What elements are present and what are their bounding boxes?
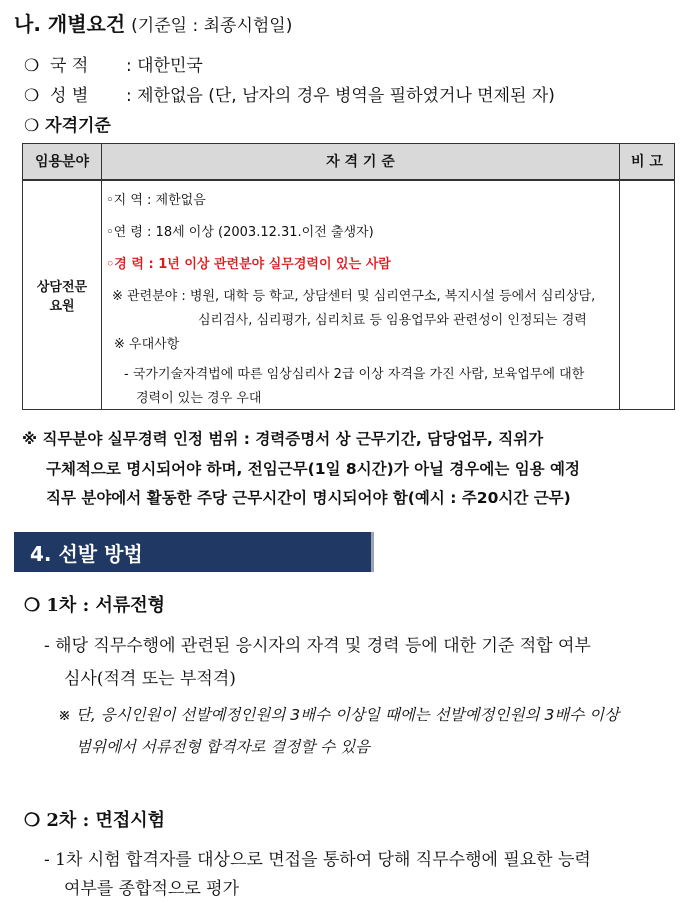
criteria-age: ◦연 령 : 18세 이상 (2003.12.31.이전 출생자)	[106, 224, 374, 240]
round1-note-line1: ※ 단, 응시인원이 선발예정인원의 3배수 이상일 때에는 선발예정인원의 3배수 이상	[58, 706, 620, 724]
round1-description-line2: 심사(적격 또는 부적격)	[64, 669, 236, 689]
criteria-preference-line2: 경력이 있는 경우 우대	[136, 390, 262, 406]
career-note-line2: 구체적으로 명시되어야 하며, 전임근무(1일 8시간)가 아닐 경우에는 임용 예정	[46, 460, 580, 478]
section-heading-individual-requirements	[14, 8, 292, 37]
round1-note-line2: 범위에서 서류전형 합격자로 결정할 수 있음	[76, 738, 371, 756]
career-note-line1: ※ 직무분야 실무경력 인정 범위 : 경력증명서 상 근무기간, 담당업무, 직위가	[22, 430, 544, 448]
circle-bullet-icon: ❍	[24, 86, 40, 106]
round2-description-line1: - 1차 시험 합격자를 대상으로 면접을 통하여 당해 직무수행에 필요한 능력	[44, 850, 591, 870]
field-name-line1: 상담전문	[36, 279, 88, 295]
qualification-table	[22, 143, 675, 410]
field-name-line2: 요원	[49, 298, 75, 314]
nationality-line	[24, 51, 203, 76]
header-field: 임용분야	[23, 144, 102, 180]
circle-bullet-icon: ❍	[24, 56, 40, 76]
round2-heading: ❍ 2차 : 면접시험	[24, 810, 166, 831]
nationality-label: 국 적	[50, 56, 89, 76]
field-cell	[23, 180, 102, 410]
remark-cell	[620, 180, 675, 410]
table-header-row	[23, 144, 675, 180]
round1-heading: ❍ 1차 : 서류전형	[24, 595, 166, 616]
header-criteria: 자 격 기 준	[102, 144, 620, 180]
criteria-related-line2: 심리검사, 심리평가, 심리치료 등 임용업무와 관련성이 인정되는 경력	[198, 312, 587, 328]
nationality-value: : 대한민국	[126, 56, 203, 76]
criteria-related-line1: ※ 관련분야 : 병원, 대학 등 학교, 상담센터 및 심리연구소, 복지시설 등에서 심리상담,	[112, 288, 596, 304]
gender-line	[24, 81, 555, 106]
section-banner-selection-method: 4. 선발 방법	[14, 532, 374, 572]
criteria-region: ◦지 역 : 제한없음	[106, 192, 206, 208]
section-subtitle: (기준일 : 최종시험일)	[131, 16, 293, 36]
round2-description-line2: 여부를 종합적으로 평가	[64, 879, 240, 899]
criteria-cell	[102, 180, 620, 410]
career-note-line3: 직무 분야에서 활동한 주당 근무시간이 명시되어야 함(예시 : 주20시간 근무)	[46, 489, 571, 507]
table-row	[23, 180, 675, 410]
header-remark: 비 고	[620, 144, 675, 180]
gender-value: : 제한없음 (단, 남자의 경우 병역을 필하였거나 면제된 자)	[126, 86, 555, 106]
section-title: 나. 개별요건	[14, 12, 126, 36]
criteria-preference-title: ※ 우대사항	[114, 336, 180, 352]
qualification-heading: ❍ 자격기준	[24, 116, 111, 136]
criteria-career: ◦경 력 : 1년 이상 관련분야 실무경력이 있는 사람	[106, 256, 391, 272]
gender-label: 성 별	[50, 86, 89, 106]
criteria-preference-line1: - 국가기술자격법에 따른 임상심리사 2급 이상 자격을 가진 사람, 보육업무에 대한	[124, 366, 585, 382]
round1-description-line1: - 해당 직무수행에 관련된 응시자의 자격 및 경력 등에 대한 기준 적합 여부	[44, 636, 591, 656]
